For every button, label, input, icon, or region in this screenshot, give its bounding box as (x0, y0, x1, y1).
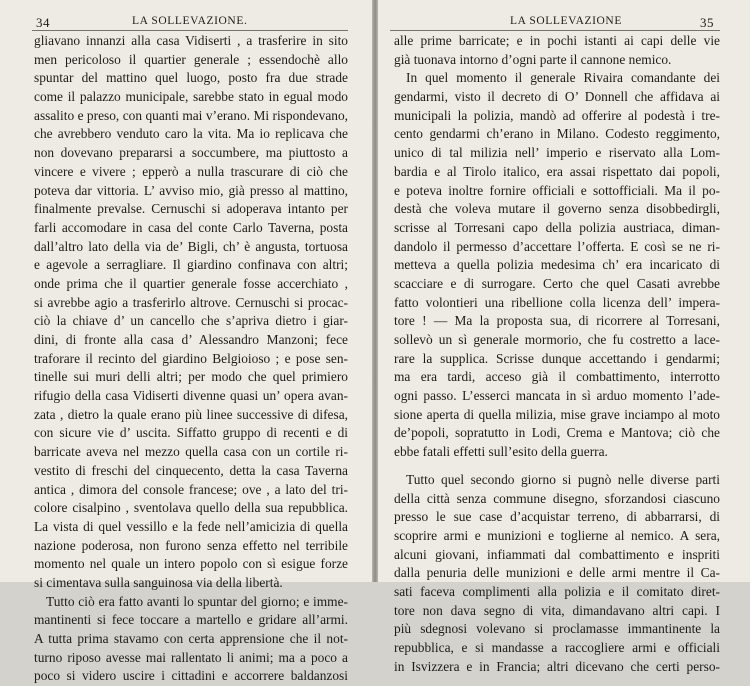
text-line: alle prime barricate; e in pochi istanti ai capi delle vie (394, 33, 720, 48)
text-line: che avrebbero venduto caro la vita. Ma io replicava che (34, 126, 348, 142)
text-line: rifugio della casa Vidiserti divenne quasi un’ opera avan- (34, 388, 348, 404)
text-line: poteva dar vittoria. L’ avviso mio, già presso al mattino, (34, 182, 348, 198)
text-line: zata , dietro la quale erano più linee successive di difesa, (34, 406, 348, 422)
running-title: LA SOLLEVAZIONE (510, 15, 622, 27)
text-line: presso le sue case d’acquistar terreno, di abbarrarsi, di (394, 509, 720, 525)
text-line: onde prima che il quartier generale fosse accerchiato , (34, 275, 348, 291)
text-line: poco si videro uscire i cittadini e accorrere baldanzosi (34, 668, 348, 684)
text-line: nazione poderosa, non furono senza effetto nel terribile (34, 537, 348, 553)
text-line: turno riposo avesse mai rallentato li animi; ma a poco a (34, 649, 348, 665)
text-line: in Isvizzera e in Francia; altri dicevano che certi perso- (394, 658, 720, 674)
header-rule (390, 30, 720, 31)
text-line: vincere e vivere ; epperò a nulla trascurare di ciò che (34, 163, 348, 179)
text-line: ma era tardi, acceso già il combattimento, interrotto (394, 369, 720, 385)
text-line: metteva a quella polizia medesima ch’ era incaricato di (394, 257, 720, 273)
text-line: vestito di freschi del cinquecento, detta la casa Taverna (34, 462, 348, 478)
left-page-header (36, 15, 346, 31)
left-page-text (34, 32, 348, 686)
text-line: dini, di fronte alla casa d’ Alessandro Manzoni; fece (34, 332, 348, 347)
text-line: gendarmi, visto il decreto di O’ Donnell che affidava ai (394, 89, 720, 105)
text-line: dalla penuria delle munizioni e delle armi mentre il Ca- (394, 565, 720, 581)
text-line: spuntar del mattino quel luogo, posto fra due strade (34, 70, 348, 86)
text-line: già tuonava intorno d’ogni parte il cannone nemico. (394, 51, 672, 67)
right-page-header (394, 15, 714, 31)
right-page-text (394, 32, 720, 676)
text-line: cento gendarmi ch’erano in Milano. Codesto reggimento, (394, 126, 720, 142)
text-line: gliavano innanzi alla casa Vidiserti , a trasferire in sito (34, 33, 348, 48)
text-line: La vista di quel vessillo e la fede nell’amicizia di quella (34, 518, 348, 534)
text-line: sollevò un sì generale mormorio, che fu costretto a lace- (394, 332, 720, 347)
text-line: dandolo il permesso d’accettare l’offerta. E così se ne ri- (394, 238, 720, 254)
text-line: tore non dava segno di vita, dimandavano altri capi. I (394, 602, 720, 618)
text-line: più sdegnosi volevano si proclamasse immantinente la (394, 621, 720, 637)
right-page (378, 0, 750, 674)
text-line: della città senza commune disegno, sforzandosi ciascuno (394, 490, 720, 506)
text-line: fatto volontieri una ribellione colla licenza dell’ impera- (394, 294, 720, 310)
text-line: Tutto quel secondo giorno si pugnò nelle diverse parti (406, 471, 720, 487)
left-page (0, 0, 372, 684)
text-line: tore ! — Ma la proposta sua, di ricorrere al Torresani, (394, 313, 720, 329)
text-line: rare la supplica. Scrisse dunque accettando i gendarmi; (394, 350, 720, 366)
text-line: con sicure vie d’ uscita. Siffatto gruppo di recenti e di (34, 425, 348, 441)
text-line: assalito e preso, con quanti mai v’erano. Mi rispondevano, (34, 107, 348, 123)
text-line: farli accomodare in casa del conte Carlo Taverna, posta (34, 219, 348, 235)
text-line: non dovevano prepararsi a soccumbere, ma piuttosto a (34, 145, 348, 161)
text-line: dall’altro lato della via de’ Bigli, ch’ è angusta, tortuosa (34, 238, 348, 254)
text-line: e agevole a serragliare. Il giardino confinava con altri; (34, 257, 348, 273)
text-line: traforare il recinto del giardino Belgioioso ; e pose sen- (34, 350, 348, 366)
page-number: 34 (36, 15, 50, 30)
text-line: si avrebbe agio a trasferirlo altrove. Cernuschi si procac- (34, 294, 348, 310)
text-line: momento nel quale un intero popolo con sì esigue forze (34, 556, 348, 572)
text-line: sati faceva complimenti alla polizia e il comitato diret- (394, 583, 720, 599)
text-line: finalmente prevalse. Cernuschi si adoperava intanto per (34, 201, 348, 217)
header-rule (32, 30, 348, 31)
text-line: scoprire armi e munizioni e toglierne al nemico. A sera, (394, 527, 720, 543)
text-line: come il palazzo municipale, sarebbe stato in egual modo (34, 89, 348, 105)
text-line: sione aperta di quella milizia, mise grave inciampo al moto (394, 406, 720, 422)
page-number: 35 (700, 15, 714, 30)
text-line: Tutto ciò era fatto avanti lo spuntar del giorno; e imme- (46, 593, 348, 609)
text-line: A tutta prima stavamo con certa apprensione che il not- (34, 631, 348, 646)
text-line: scacciare e di surrogare. Certo che quel Casati avrebbe (394, 275, 720, 291)
text-line: bardia e al Tirolo italico, era assai rispettato dai popoli, (394, 163, 720, 179)
text-line: repubblica, e si mandasse a raccogliere armi e officiali (394, 640, 720, 655)
text-line: ciò la chiave d’ un cancello che s’apriva dietro i giar- (34, 313, 348, 329)
text-line: antica , dimora del console francese; ove , a lato del tri- (34, 481, 348, 497)
text-line: mantinenti si fece toccare a martello e gridare all’armi. (34, 612, 348, 628)
text-line: barricate aveva nel mezzo quella casa con un cortile ri- (34, 444, 348, 460)
text-line: scrisse al Torresani capo della polizia austriaca, diman- (394, 219, 720, 235)
text-line: municipali la polizia, mandò ad offerire al podestà i tre- (394, 107, 720, 123)
text-line: tinelle sui muri delli altri; per modo che quel primiero (34, 369, 348, 385)
text-line: alcuni giovani, infiammati dal combattimento e inspriti (394, 546, 720, 562)
text-line: si cimentava sulla sanguinosa via della libertà. (34, 574, 283, 590)
text-line: destà che voleva mutare il governo senza disobbedirgli, (394, 201, 720, 217)
text-line: In quel momento il generale Rivaira comandante dei (406, 70, 720, 86)
text-line: de’popoli, sopratutto in Lodi, Crema e Mantova; ciò che (394, 425, 720, 441)
running-title: LA SOLLEVAZIONE. (132, 15, 248, 27)
text-line: ogni passo. L’esserci mancata in sì arduo momento l’ade- (394, 388, 720, 404)
text-line: ebbe fatali effetti sull’esito della guerra. (394, 444, 608, 460)
text-line: colore cisalpino , sventolava quello della sua repubblica. (34, 500, 348, 516)
text-line: unico di tal milizia nell’ imperio e riservato alla Lom- (394, 145, 720, 161)
text-line: men pericoloso il quartier generale ; essendochè allo (34, 51, 348, 67)
text-line: e poteva inoltre fornire officiali e sottofficiali. Ma il po- (394, 182, 720, 198)
